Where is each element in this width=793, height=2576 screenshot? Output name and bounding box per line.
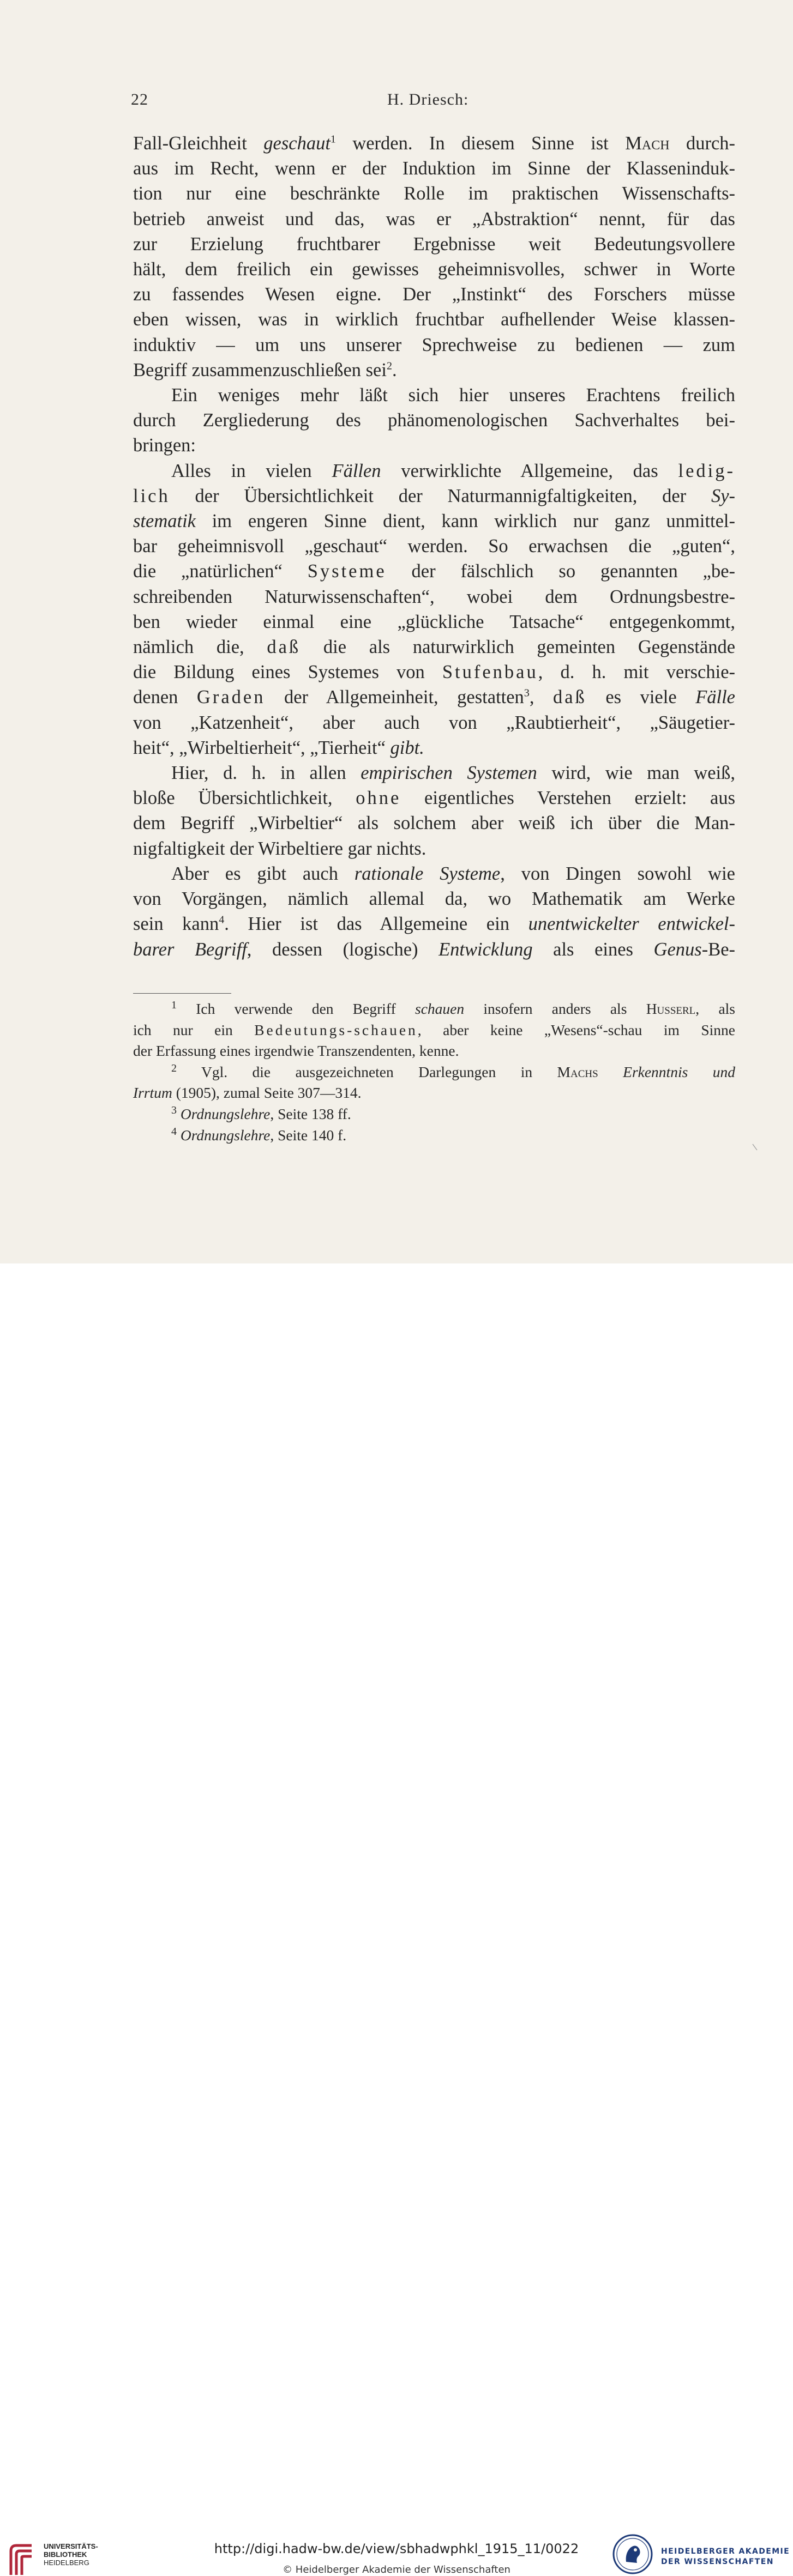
footnote-segment: , aber keine „Wesens“-schau im Sinne — [417, 1021, 735, 1038]
body-text-segment: Alles in vielen — [171, 460, 332, 481]
footnote-segment: insofern anders als — [464, 1000, 646, 1017]
body-text-segment: betrieb anweist und das, was er „Abstraktion“ nennt, für das — [133, 208, 735, 229]
body-text-segment: Hier, d. h. in allen — [171, 763, 361, 784]
footnote-line — [133, 999, 735, 1020]
body-text-line — [133, 509, 735, 534]
body-text-segment: Ein weniges mehr läßt sich hier unseres Erachtens freilich — [171, 385, 735, 406]
body-text-segment: ohne — [356, 788, 401, 809]
body-text-line — [133, 358, 735, 383]
body-text-segment: daß — [552, 687, 587, 708]
footnote-segment: ich nur ein — [133, 1021, 255, 1038]
footnote-segment: Bedeutungs-schauen — [254, 1021, 418, 1038]
permalink-url[interactable]: http://digi.hadw-bw.de/view/sbhadwphkl_1915_11/0022 — [214, 2541, 579, 2556]
margin-mark — [752, 1144, 758, 1151]
library-name-line3: HEIDELBERG — [44, 2559, 89, 2567]
body-text-segment: eigentliches Verstehen erzielt: aus — [401, 788, 735, 809]
body-text-line — [133, 181, 735, 206]
body-text-segment: durch- — [669, 133, 735, 154]
body-text-segment: -Be- — [701, 939, 736, 960]
body-text-segment: im engeren Sinne dient, kann wirklich nur ganz unmittel- — [195, 511, 735, 532]
footnote-line — [133, 1104, 735, 1125]
body-text-segment: als eines — [532, 939, 654, 960]
body-text-line — [133, 811, 735, 836]
body-text-segment: ben wieder einmal eine „glückliche Tatsache“ entgegenkommt, — [133, 611, 735, 632]
body-text-segment: zu fassendes Wesen eigne. Der „Instinkt“ des Forschers müsse — [133, 284, 735, 305]
footnote-line — [133, 1041, 735, 1062]
body-text-segment: Systeme — [307, 561, 387, 582]
body-text-segment: Aber es gibt auch — [171, 863, 355, 884]
footer-bar — [0, 1263, 793, 2575]
body-text-segment: tion nur eine beschränkte Rolle im praktischen Wissenschafts- — [133, 183, 735, 204]
body-text-segment: ledig- — [678, 460, 735, 481]
scanned-page — [0, 0, 793, 1263]
body-text-segment: Graden — [196, 687, 266, 708]
body-text-line — [133, 911, 735, 936]
running-head-author: H. Driesch: — [387, 90, 469, 108]
body-text-segment: , — [529, 687, 553, 708]
body-text-segment: nigfaltigkeit der Wirbeltiere gar nichts. — [133, 838, 426, 859]
footnote-segment: 2 — [171, 1062, 177, 1074]
footnote-segment: Machs — [557, 1063, 598, 1080]
body-text-segment: Begriff zusammenzuschließen sei — [133, 359, 387, 380]
body-text-segment: . — [392, 359, 397, 380]
footnote-segment: Husserl — [646, 1000, 696, 1017]
footnote-segment: 4 — [171, 1125, 177, 1138]
body-text-segment: der Allgemeinheit, gestatten — [265, 687, 524, 708]
body-text-line — [133, 660, 735, 685]
body-text-segment: zur Erzielung fruchtbarer Ergebnisse weit Bedeutungsvollere — [133, 233, 735, 255]
body-text-segment: denen — [133, 687, 197, 708]
footnote-segment: Irrtum — [133, 1084, 172, 1102]
library-name-line2: BIBLIOTHEK — [44, 2550, 87, 2559]
body-text-segment: Fälle — [695, 687, 735, 708]
footnote-line — [133, 1062, 735, 1083]
body-text-segment: gibt. — [390, 737, 424, 758]
body-text-line — [133, 408, 735, 433]
body-text-line — [133, 131, 735, 156]
footnote-segment: , Seite 140 f. — [270, 1126, 347, 1144]
footnote-segment: 1 — [171, 999, 177, 1011]
body-text-segment: barer Begriff — [133, 939, 247, 960]
body-text-line — [133, 836, 735, 861]
body-text-segment: 3 — [524, 687, 530, 699]
body-text-segment: wird, wie man weiß, — [537, 763, 735, 784]
footnote-segment: Erkenntnis und — [623, 1063, 735, 1080]
footnotes — [133, 999, 735, 1146]
footnote-segment: der Erfassung eines irgendwie Transzendenten, kenne. — [133, 1042, 459, 1060]
library-name-line1: UNIVERSITÄTS- — [44, 2542, 98, 2550]
body-text-segment: induktiv — um uns unserer Sprechweise zu bedienen — zum — [133, 334, 735, 355]
body-text-line — [133, 232, 735, 257]
body-text-line — [133, 257, 735, 282]
footnote-segment: Ordnungslehre — [180, 1126, 271, 1144]
body-text-segment: rationale Systeme — [354, 863, 501, 884]
academy-name — [661, 2547, 790, 2567]
body-text-segment: 1 — [330, 133, 336, 146]
body-text-line — [133, 433, 735, 458]
body-text-line — [133, 785, 735, 811]
footnote-segment — [177, 1105, 181, 1122]
body-text-line — [133, 534, 735, 559]
footnote-segment: (1905), zumal Seite 307—314. — [172, 1084, 362, 1102]
footnote-line — [133, 1083, 735, 1104]
footnote-line — [133, 1125, 735, 1146]
body-text-line — [133, 886, 735, 911]
body-text-segment: geschaut — [263, 133, 331, 154]
body-text-line — [133, 282, 735, 307]
body-text-line — [133, 735, 735, 760]
body-text-segment: stematik — [133, 511, 196, 532]
body-text-segment: eben wissen, was in wirklich fruchtbar aufhellender Weise klassen- — [133, 309, 735, 330]
footnote-segment: 3 — [171, 1104, 177, 1116]
body-text-segment: durch Zergliederung des phänomenologischen Sachverhaltes bei- — [133, 410, 735, 431]
body-text-line — [133, 458, 735, 483]
body-text-segment: die „natürlichen“ — [133, 561, 308, 582]
footnote-segment: Ich verwende den Begriff — [177, 1000, 416, 1017]
footnote-segment: , als — [695, 1000, 735, 1017]
body-text-segment: die Bildung eines Systemes von — [133, 662, 442, 683]
body-text-segment: bringen: — [133, 435, 196, 456]
body-text-segment: Genus — [653, 939, 702, 960]
footnote-segment: Ordnungslehre — [180, 1105, 271, 1122]
body-text-segment: aus im Recht, wenn er der Induktion im Sinne der Klasseninduk- — [133, 158, 735, 179]
body-text-line — [133, 207, 735, 232]
body-text-segment: werden. In diesem Sinne ist — [335, 133, 626, 154]
body-text-line — [133, 383, 735, 408]
body-text-segment: lich — [133, 485, 170, 506]
running-header — [131, 90, 736, 112]
body-text-segment: Sy- — [711, 485, 735, 506]
footnote-segment: schauen — [415, 1000, 465, 1017]
body-text-segment: dem Begriff „Wirbeltier“ als solchem aber weiß ich über die Man- — [133, 813, 735, 834]
body-text-segment: unentwickelter entwickel- — [528, 914, 736, 935]
academy-name-line2: DER WISSENSCHAFTEN — [661, 2557, 774, 2566]
body-text-segment: von „Katzenheit“, aber auch von „Raubtierheit“, „Säugetier- — [133, 712, 735, 733]
body-text-segment: Fällen — [332, 460, 381, 481]
body-text-segment: bloße Übersichtlichkeit, — [133, 788, 356, 809]
body-text-segment: Fall-Gleichheit — [133, 133, 264, 154]
footnote-segment: , Seite 138 ff. — [270, 1105, 351, 1122]
body-text-line — [133, 559, 735, 584]
body-text-segment: heit“, „Wirbeltierheit“, „Tierheit“ — [133, 737, 391, 758]
footnote-segment — [177, 1127, 181, 1144]
body-text-line — [133, 861, 735, 886]
body-text-line — [133, 332, 735, 358]
body-text-segment: hält, dem freilich ein gewisses geheimnisvolles, schwer in Worte — [133, 259, 735, 280]
body-text-segment: Entwicklung — [438, 939, 533, 960]
body-text-segment: bar geheimnisvoll „geschaut“ werden. So erwachsen die „guten“, — [133, 536, 735, 557]
body-text-segment: die als naturwirklich gemeinten Gegenstände — [301, 637, 736, 658]
body-text-line — [133, 609, 735, 634]
body-text-segment: 2 — [386, 360, 392, 372]
page-number: 22 — [131, 90, 148, 108]
body-text-segment: , von Dingen sowohl wie — [500, 863, 735, 884]
body-text-line — [133, 760, 735, 785]
footnote-line — [133, 1020, 735, 1041]
copyright-notice: © Heidelberger Akademie der Wissenschaften — [283, 2564, 510, 2575]
body-text-segment: Stufenbau — [442, 662, 538, 683]
academy-seal-icon — [612, 2533, 653, 2575]
body-text-line — [133, 634, 735, 660]
body-text-segment: 4 — [219, 914, 225, 926]
body-text-segment: der fälschlich so genannten „be- — [386, 561, 735, 582]
body-text-segment: daß — [267, 637, 301, 658]
body-text-segment: , dessen (logische) — [247, 939, 439, 960]
footnote-rule — [133, 993, 231, 994]
footnote-segment — [598, 1063, 623, 1080]
footnote-segment: Vgl. die ausgezeichneten Darlegungen in — [177, 1063, 557, 1080]
body-text-segment: sein kann — [133, 914, 219, 935]
body-text-line — [133, 156, 735, 181]
body-text-segment: . Hier ist das Allgemeine ein — [224, 914, 528, 935]
body-text-segment: , d. h. mit verschie- — [538, 662, 735, 683]
body-text-line — [133, 483, 735, 509]
body-text-segment: nämlich die, — [133, 637, 267, 658]
body-text-segment: empirischen Systemen — [361, 763, 537, 784]
body-text-segment: verwirklichte Allgemeine, das — [381, 460, 678, 481]
body-text-segment: schreibenden Naturwissenschaften“, wobei dem Ordnungsbestre- — [133, 586, 735, 607]
body-text-segment: von Vorgängen, nämlich allemal da, wo Mathematik am Werke — [133, 888, 735, 910]
body-text-segment: es viele — [586, 687, 696, 708]
body-text — [133, 131, 735, 962]
body-text-segment: der Übersichtlichkeit der Naturmannigfaltigkeiten, der — [170, 485, 711, 506]
body-text-line — [133, 584, 735, 609]
body-text-line — [133, 710, 735, 735]
body-text-segment: Mach — [625, 133, 670, 154]
academy-name-line1: HEIDELBERGER AKADEMIE — [661, 2547, 790, 2556]
body-text-line — [133, 937, 735, 962]
body-text-line — [133, 307, 735, 332]
body-text-line — [133, 685, 735, 710]
